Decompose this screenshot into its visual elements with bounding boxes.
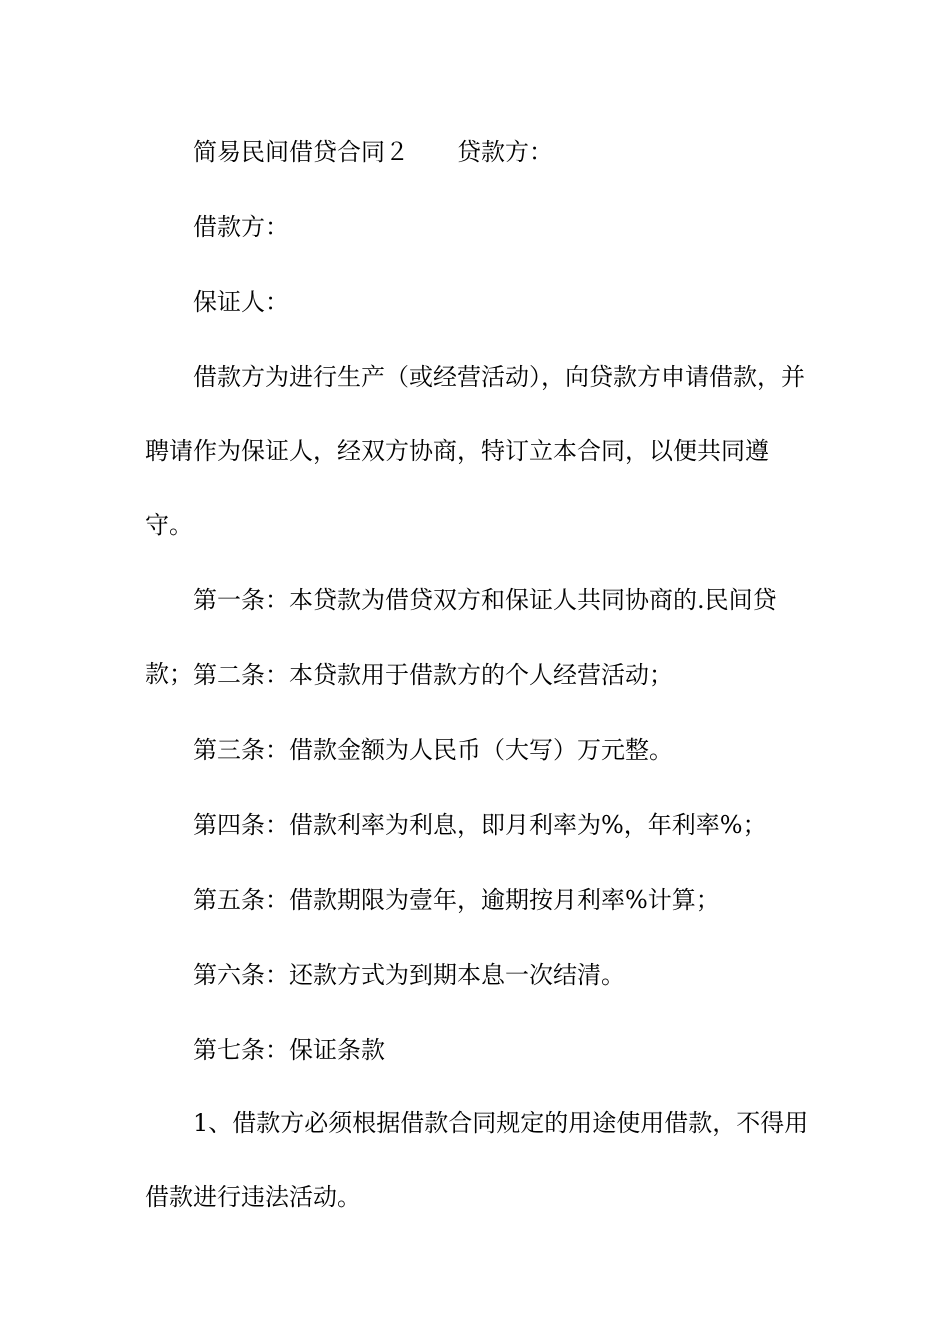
title-line [145,115,815,189]
article-1: 第一条：本贷款为借贷双方和保证人共同协商的.民间贷款； [145,586,777,688]
article-3: 第三条：借款金额为人民币（大写）万元整。 [193,736,673,764]
article-2: 第二条：本贷款用于借款方的个人经营活动； [193,661,673,689]
document-title: 简易民间借贷合同２ [193,138,409,166]
borrower-label: 借款方： [193,213,289,241]
clause-1: 1、借款方必须根据借款合同规定的用途使用借款，不得用借款进行违法活动。 [145,1109,809,1211]
guarantor-label: 保证人： [193,288,289,316]
article-6: 第六条：还款方式为到期本息一次结清。 [193,961,625,989]
article-7: 第七条：保证条款 [193,1036,385,1064]
article-5: 第五条：借款期限为壹年，逾期按月利率%计算； [193,886,720,914]
lender-label: 贷款方： [457,138,553,166]
preamble-paragraph: 借款方为进行生产（或经营活动），向贷款方申请借款，并聘请作为保证人，经双方协商，特订立本合同，以便共同遵守。 [145,363,805,539]
article-4: 第四条：借款利率为利息，即月利率为%，年利率%； [193,811,767,839]
